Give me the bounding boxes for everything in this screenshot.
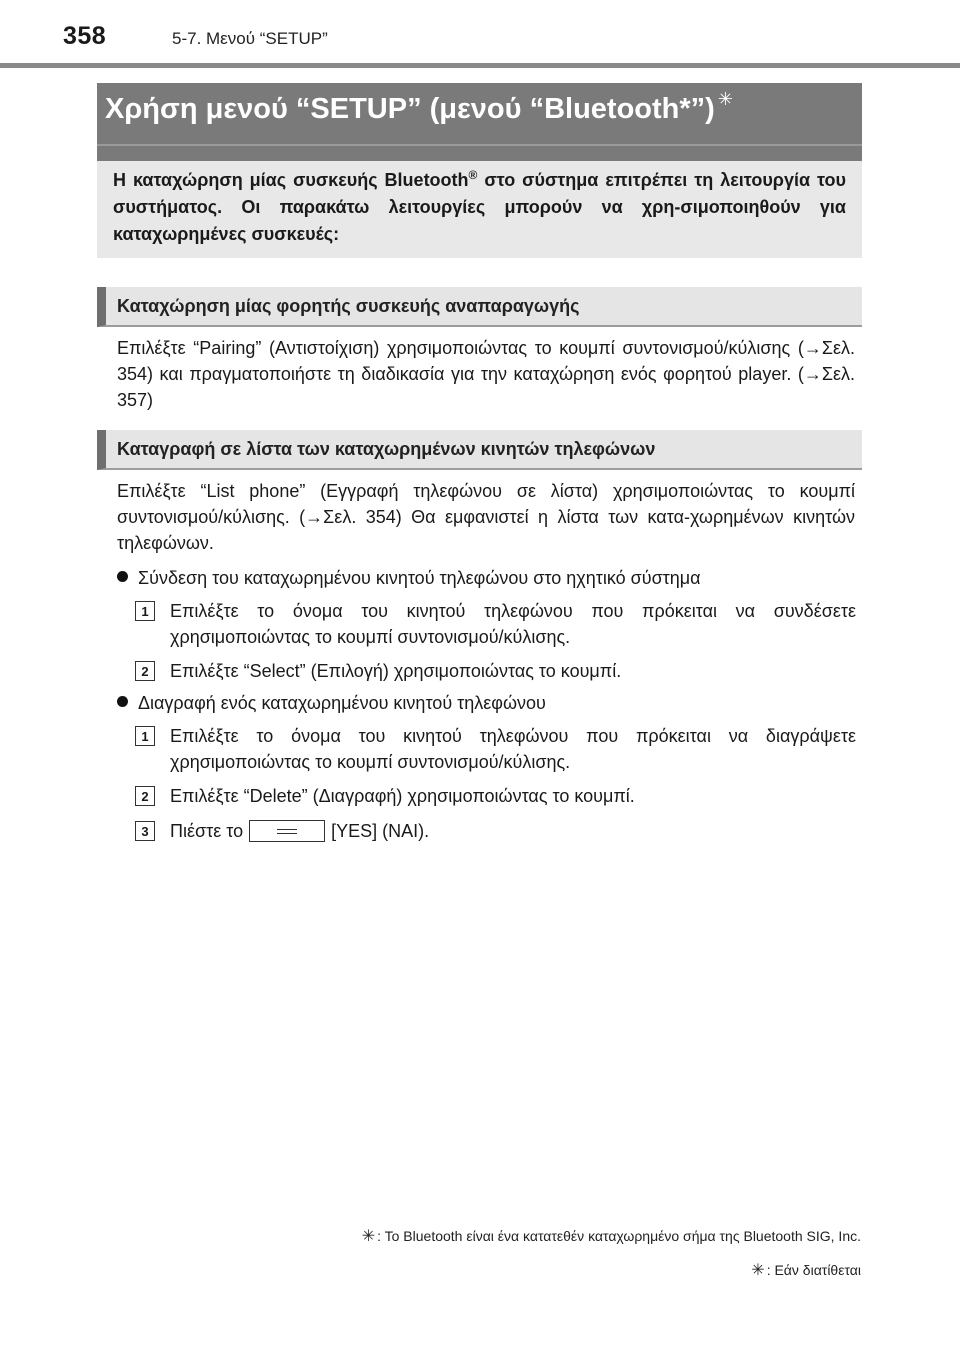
- intro-box: [97, 161, 862, 258]
- step-text: Επιλέξτε το όνομα του κινητού τηλεφώνου που πρόκειται να διαγράψετε χρησιμοποιώντας το κουμπί συντονισμού/κύλισης.: [170, 726, 856, 772]
- step-badge: 2: [135, 661, 155, 681]
- page-title-text: Χρήση μενού “SETUP” (μενού “Bluetooth*”): [105, 93, 715, 125]
- step-text: Επιλέξτε το όνομα του κινητού τηλεφώνου που πρόκειται να συνδέσετε χρησιμοποιώντας το κουμπί συντονισμού/κύλισης.: [170, 601, 856, 647]
- chapter-title: 5-7. Μενού “SETUP”: [172, 29, 328, 48]
- step-text-after: [YES] (ΝΑΙ).: [331, 821, 430, 841]
- section-body-list-phones: Επιλέξτε “List phone” (Εγγραφή τηλεφώνου σε λίστα) χρησιμοποιώντας το κουμπί συντονισμού/κύλισης. (→Σελ. 354) Θα εμφανιστεί η λίστα των κατα-χωρημένων κινητών τηλεφώνων.: [117, 481, 855, 553]
- bullet-dot-icon: [117, 696, 128, 707]
- intro-text-1: Η καταχώρηση μίας συσκευής Bluetooth: [113, 170, 469, 190]
- title-rule: [97, 144, 862, 146]
- registered-mark: ®: [468, 168, 478, 182]
- footnote-text: : Εάν διατίθεται: [766, 1262, 861, 1278]
- section-heading-register-player: [97, 287, 862, 327]
- bullet-connect: [117, 565, 701, 591]
- step-badge: 3: [135, 821, 155, 841]
- step-text-before: Πιέστε το: [170, 821, 244, 841]
- step-badge: 1: [135, 601, 155, 621]
- section-heading-list-phones: [97, 430, 862, 470]
- step-text: Επιλέξτε “Delete” (Διαγραφή) χρησιμοποιώντας το κουμπί.: [170, 786, 635, 806]
- bullet-connect-text: Σύνδεση του καταχωρημένου κινητού τηλεφώνου στο ηχητικό σύστημα: [138, 568, 701, 588]
- bullet-dot-icon: [117, 571, 128, 582]
- footnote-text: : Το Bluetooth είναι ένα κατατεθέν καταχωρημένο σήμα της Bluetooth SIG, Inc.: [377, 1228, 861, 1244]
- section-heading-text: Καταγραφή σε λίστα των καταχωρημένων κινητών τηλεφώνων: [117, 439, 656, 459]
- page-number: 358: [63, 22, 107, 50]
- header-rule: [0, 63, 960, 68]
- step-badge: 2: [135, 786, 155, 806]
- page-title: [105, 89, 733, 126]
- footnote-availability: [751, 1260, 861, 1280]
- title-bar: [97, 83, 862, 161]
- asterisk-icon: ✳: [717, 89, 733, 109]
- step-text: [170, 818, 856, 844]
- bullet-delete: [117, 690, 546, 716]
- bullet-delete-text: Διαγραφή ενός καταχωρημένου κινητού τηλεφώνου: [138, 693, 546, 713]
- tune-scroll-button-icon: [249, 820, 325, 842]
- section-heading-text: Καταχώρηση μίας φορητής συσκευής αναπαραγωγής: [117, 296, 580, 316]
- footnote-bluetooth: [362, 1226, 861, 1246]
- step-badge: 1: [135, 726, 155, 746]
- section-body-register-player: Επιλέξτε “Pairing” (Αντιστοίχιση) χρησιμοποιώντας το κουμπί συντονισμού/κύλισης (→Σελ. 354) και πραγματοποιήστε τη διαδικασία για την καταχώρηση ενός φορητού player. (→Σελ. 357): [117, 338, 855, 410]
- asterisk-icon: ✳: [361, 1228, 376, 1245]
- asterisk-icon: ✳: [751, 1262, 765, 1279]
- intro-text-2: στο σύστημα επιτρέπει τη λειτουργία του συστήματος. Οι παρακάτω λειτουργίες μπορούν να χρη-σιμοποιηθούν για καταχωρημένες συσκευές:: [113, 170, 846, 244]
- step-text: Επιλέξτε “Select” (Επιλογή) χρησιμοποιώντας το κουμπί.: [170, 661, 622, 681]
